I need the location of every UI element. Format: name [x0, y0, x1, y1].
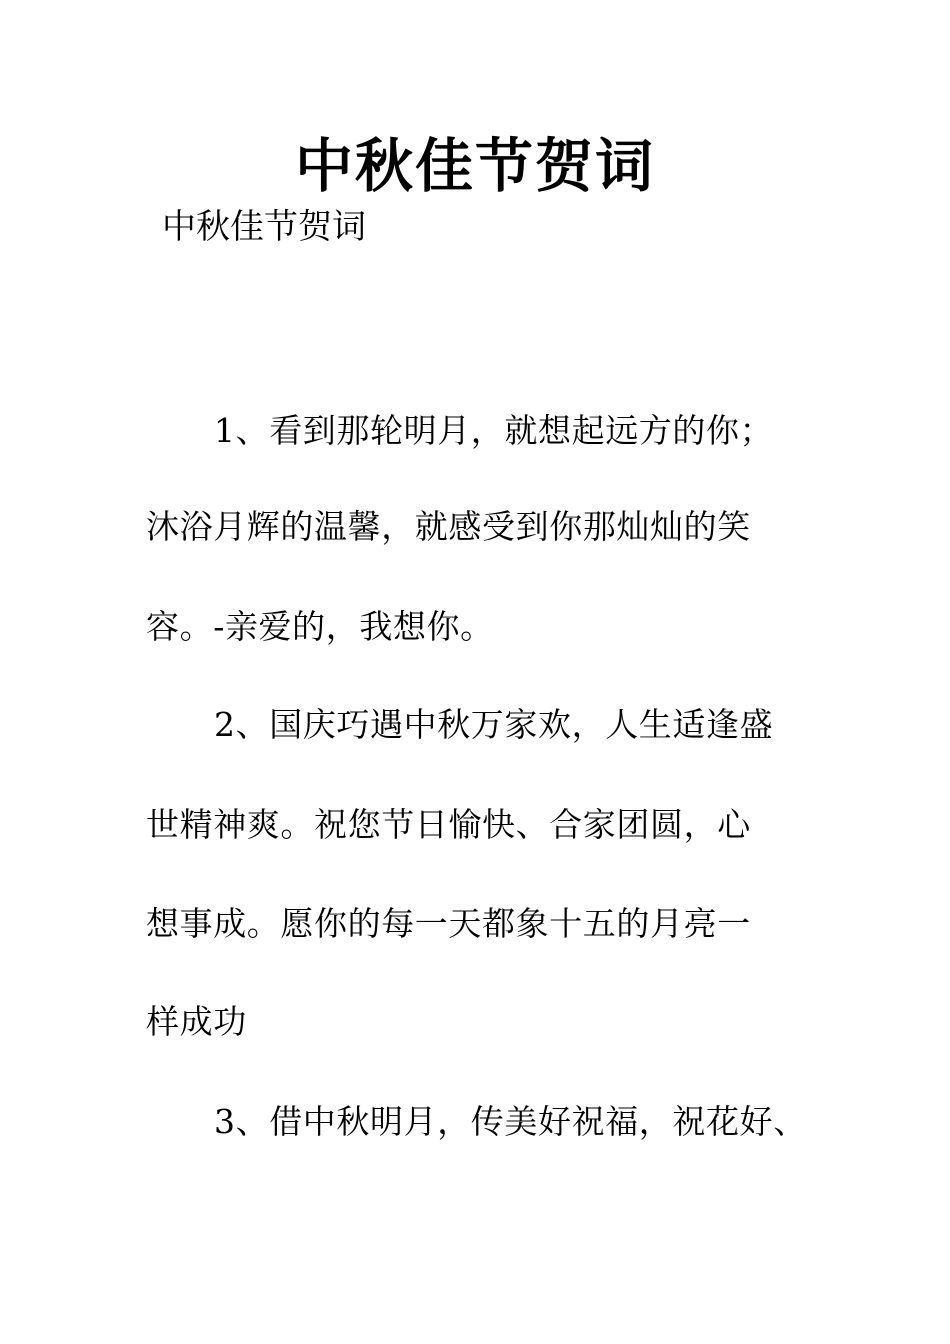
document-subtitle: 中秋佳节贺词 — [162, 207, 366, 247]
paragraph-2-line-1: 2、国庆巧遇中秋万家欢，人生适逢盛 — [214, 705, 774, 744]
paragraph-1-line-3: 容。-亲爱的，我想你。 — [146, 607, 494, 646]
paragraph-1-line-2: 沐浴月辉的温馨，就感受到你那灿灿的笑 — [146, 507, 751, 546]
paragraph-2-line-4: 样成功 — [146, 1002, 247, 1041]
paragraph-3-line-1: 3、借中秋明月，传美好祝福，祝花好、 — [214, 1102, 807, 1141]
paragraph-1-line-1: 1、看到那轮明月，就想起远方的你； — [214, 411, 774, 450]
paragraph-2-line-3: 想事成。愿你的每一天都象十五的月亮一 — [146, 904, 751, 943]
paragraph-2-line-2: 世精神爽。祝您节日愉快、合家团圆，心 — [146, 805, 751, 844]
document-title: 中秋佳节贺词 — [294, 132, 655, 200]
